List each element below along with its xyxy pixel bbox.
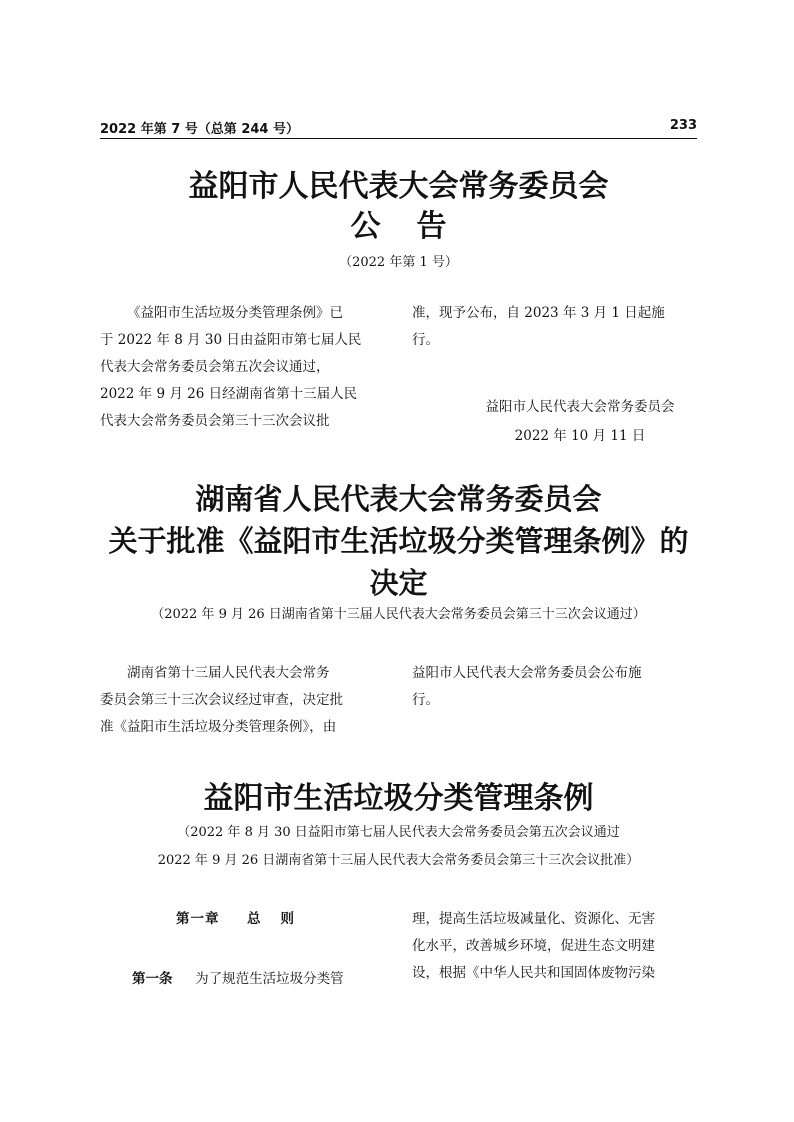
text-line: 代表大会常务委员会第三十三次会议批	[100, 413, 330, 429]
announcement-subtitle: 公告	[350, 209, 483, 244]
regulation-title: 益阳市生活垃圾分类管理条例	[203, 781, 594, 816]
text-line: 2022 年 9 月 26 日经湖南省第十三届人民	[100, 386, 358, 402]
page-number: 233	[669, 118, 697, 133]
chapter-heading	[100, 906, 390, 933]
decision-body-right	[412, 660, 702, 714]
text-line: 于 2022 年 8 月 30 日由益阳市第七届人民	[100, 332, 362, 348]
text-line: 准《益阳市生活垃圾分类管理条例》，由	[100, 719, 337, 735]
announcement-body-left	[100, 300, 390, 435]
text-line: 《益阳市生活垃圾分类管理条例》已	[127, 305, 343, 321]
text-line: 行。	[412, 692, 439, 708]
text-line: 设，根据《中华人民共和国固体废物污染	[412, 965, 655, 981]
regulation-note-line-2: 2022 年 9 月 26 日湖南省第十三届人民代表大会常务委员会第三十三次会议批准）	[157, 853, 640, 868]
announcement-date: 2022 年 10 月 11 日	[514, 428, 646, 444]
announcement-body-right	[412, 300, 702, 354]
article-number: 第一条	[132, 971, 173, 987]
decision-title-line-3: 决定	[369, 566, 428, 600]
text-line: 准，现予公布，自 2023 年 3 月 1 日起施	[412, 305, 665, 321]
announcement-number: （2022 年第 1 号）	[339, 255, 458, 270]
text-line: 行。	[412, 332, 439, 348]
announcement-signatory: 益阳市人民代表大会常务委员会	[485, 399, 675, 415]
article-1-left	[132, 966, 392, 993]
text-line: 代表大会常务委员会第五次会议通过，	[100, 359, 330, 375]
text-line: 委员会第三十三次会议经过审查，决定批	[100, 692, 343, 708]
chapter-title: 总则	[246, 911, 314, 927]
decision-title-line-1: 湖南省人民代表大会常务委员会	[195, 482, 602, 516]
text-line: 益阳市人民代表大会常务委员会公布施	[412, 665, 642, 681]
page-header	[100, 116, 697, 139]
decision-note: （2022 年 9 月 26 日湖南省第十三届人民代表大会常务委员会第三十三次会议通过）	[151, 607, 646, 622]
decision-title-line-2: 关于批准《益阳市生活垃圾分类管理条例》的	[108, 524, 689, 558]
text-line: 化水平，改善城乡环境，促进生态文明建	[412, 938, 655, 954]
chapter-number: 第一章	[176, 911, 220, 927]
decision-body-left	[100, 660, 390, 741]
text-line: 理，提高生活垃圾减量化、资源化、无害	[412, 911, 655, 927]
issue-label: 2022 年第 7 号（总第 244 号）	[100, 122, 299, 137]
text-line: 湖南省第十三届人民代表大会常务	[127, 665, 330, 681]
regulation-note-line-1: （2022 年 8 月 30 日益阳市第七届人民代表大会常务委员会第五次会议通过	[177, 825, 620, 840]
article-text: 为了规范生活垃圾分类管	[195, 971, 344, 987]
article-1-right	[412, 906, 702, 987]
announcement-title: 益阳市人民代表大会常务委员会	[188, 169, 609, 204]
